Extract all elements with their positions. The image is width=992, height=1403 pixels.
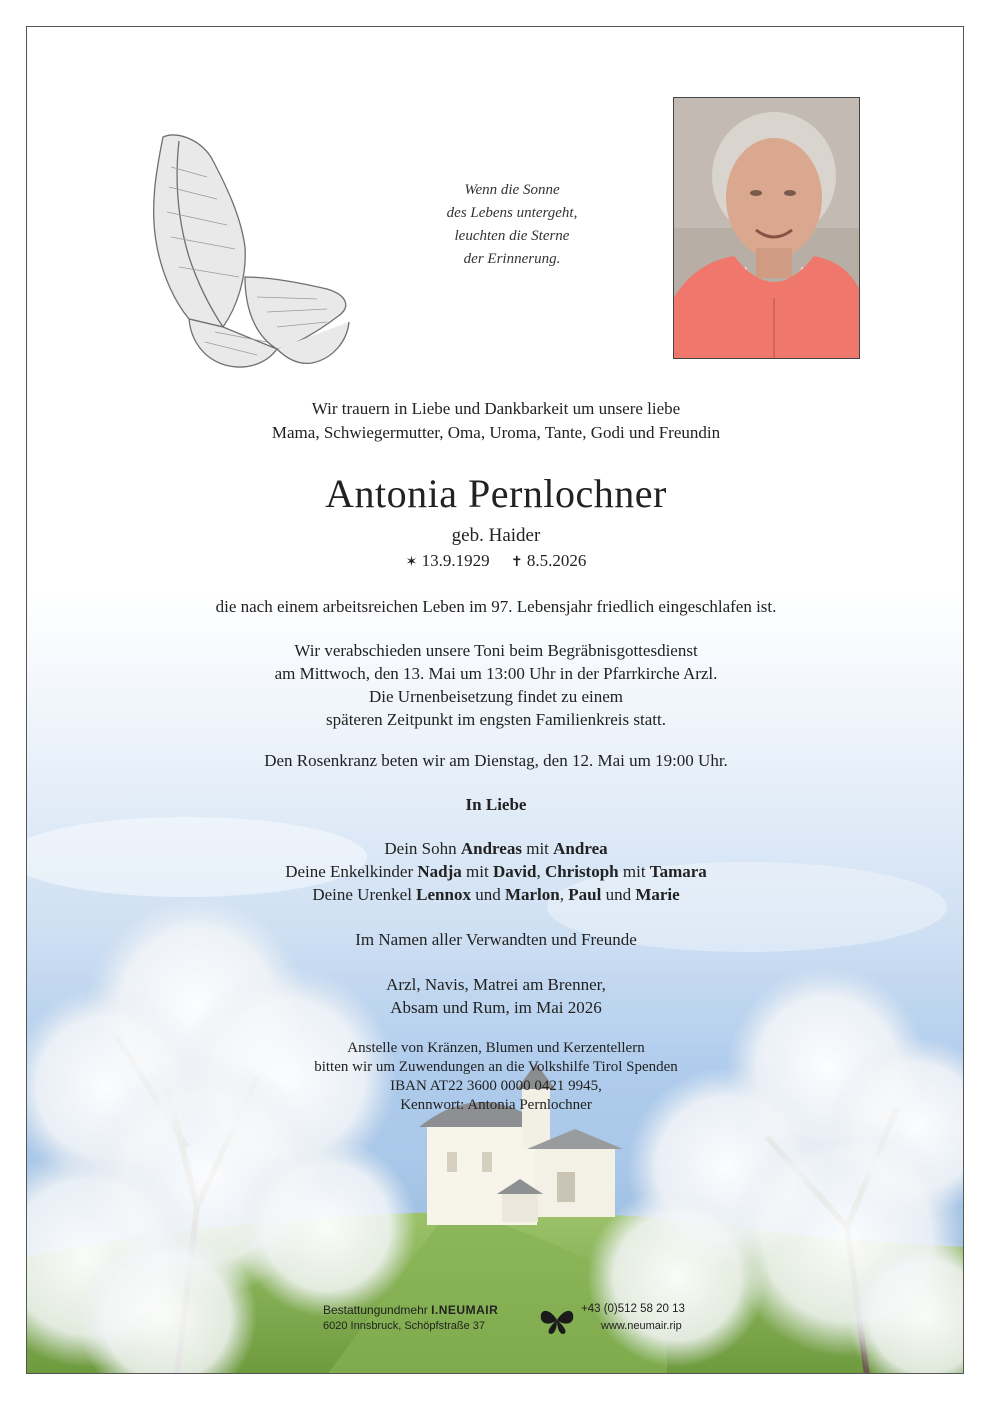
rosary-details: Den Rosenkranz beten wir am Dienstag, den 12. Mai um 19:00 Uhr. (264, 751, 728, 770)
donation-note (27, 1039, 964, 1115)
birth-date: 13.9.1929 (421, 551, 490, 570)
praying-hands-icon (127, 127, 357, 387)
family-member: Nadja (417, 862, 462, 881)
family-member: Christoph (544, 862, 619, 881)
family-member: Andreas (460, 839, 522, 858)
butterfly-logo-icon (539, 1305, 575, 1335)
family-member: Paul (568, 885, 602, 904)
funeral-home-footer (323, 1303, 703, 1343)
donation-line: IBAN AT22 3600 0000 0421 9945, (390, 1078, 602, 1094)
places-date (27, 973, 964, 1019)
family-line-grandchildren (27, 860, 964, 883)
funeral-home-name (323, 1303, 498, 1317)
family-line-son (27, 837, 964, 860)
family-connector: mit (526, 839, 549, 858)
family-connector: mit (622, 862, 646, 881)
birth-star-icon: ✶ (405, 554, 418, 570)
family-connector: mit (466, 862, 489, 881)
poem-line: Wenn die Sonne (464, 182, 560, 198)
poem (377, 179, 647, 271)
poem-line: des Lebens untergeht, (446, 205, 578, 221)
funeral-home-address: 6020 Innsbruck, Schöpfstraße 37 (323, 1320, 486, 1332)
donation-line: Anstelle von Kränzen, Blumen und Kerzentellern (347, 1040, 645, 1056)
intro-line: Wir trauern in Liebe und Dankbarkeit um unsere liebe (311, 399, 681, 418)
funeral-line: Die Urnenbeisetzung findet zu einem (369, 687, 623, 706)
poem-line: der Erinnerung. (463, 251, 561, 267)
portrait-image (674, 98, 860, 359)
donation-line: Kennwort: Antonia Pernlochner (400, 1097, 592, 1113)
family-member: David (492, 862, 537, 881)
funeral-line: Wir verabschieden unsere Toni beim Begräbnisgottesdienst (294, 641, 698, 660)
birth-name: geb. Haider (451, 525, 541, 546)
funeral-line: am Mittwoch, den 13. Mai um 13:00 Uhr in der Pfarrkirche Arzl. (274, 664, 718, 683)
brand-name: I.NEUMAIR (431, 1303, 499, 1317)
passing-statement: die nach einem arbeitsreichen Leben im 97. Lebensjahr friedlich eingeschlafen ist. (215, 597, 777, 616)
portrait-photo (673, 97, 860, 359)
family-list (27, 837, 964, 906)
poem-line: leuchten die Sterne (454, 228, 570, 244)
death-cross-icon: ✝ (510, 554, 523, 570)
family-member: Lennox (416, 885, 471, 904)
family-separator: , (559, 885, 564, 904)
obituary-card (26, 26, 964, 1374)
behalf-line: Im Namen aller Verwandten und Freunde (355, 930, 637, 949)
family-line-great-grandchildren (27, 883, 964, 906)
family-member: Andrea (553, 839, 608, 858)
family-connector: und (475, 885, 501, 904)
family-member: Marlon (504, 885, 560, 904)
places-line: Absam und Rum, im Mai 2026 (390, 998, 602, 1017)
intro-text (27, 397, 964, 445)
family-prefix: Deine Urenkel (312, 885, 412, 904)
funeral-details (27, 639, 964, 731)
in-liebe-heading: In Liebe (465, 795, 527, 814)
family-member: Marie (635, 885, 680, 904)
family-separator: , (536, 862, 541, 881)
death-date: 8.5.2026 (526, 551, 587, 570)
family-connector: und (605, 885, 632, 904)
life-dates (27, 549, 964, 574)
family-prefix: Deine Enkelkinder (285, 862, 414, 881)
deceased-name: Antonia Pernlochner (325, 471, 667, 516)
donation-line: bitten wir um Zuwendungen an die Volkshilfe Tirol Spenden (314, 1059, 678, 1075)
family-member: Tamara (649, 862, 707, 881)
family-prefix: Dein Sohn (384, 839, 457, 858)
funeral-line: späteren Zeitpunkt im engsten Familienkreis statt. (326, 710, 666, 729)
website-link[interactable]: www.neumair.rip (601, 1320, 682, 1332)
places-line: Arzl, Navis, Matrei am Brenner, (386, 975, 606, 994)
company-name: Bestattungundmehr (323, 1303, 428, 1317)
intro-line: Mama, Schwiegermutter, Oma, Uroma, Tante, Godi und Freundin (271, 423, 721, 442)
phone-number: +43 (0)512 58 20 13 (581, 1303, 685, 1315)
